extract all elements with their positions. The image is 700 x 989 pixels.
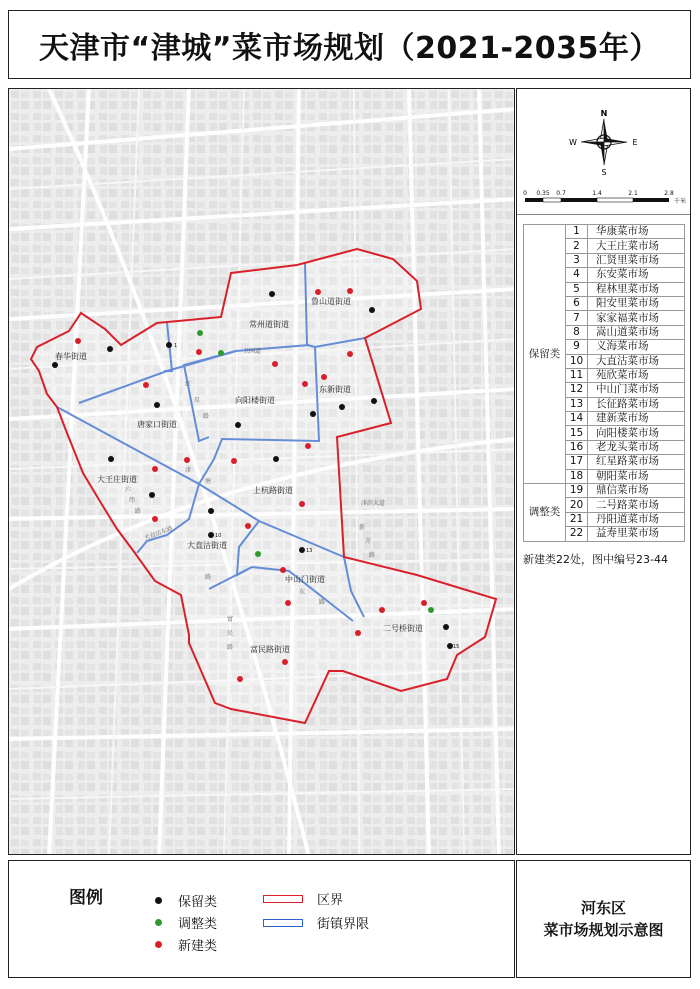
map-caption (516, 860, 691, 978)
market-row (524, 225, 685, 239)
market-number: 12 (566, 383, 588, 397)
street-label: 大直沽街道 (187, 541, 227, 550)
market-category: 调整类 (524, 484, 566, 542)
market-name: 鼎信菜市场 (588, 484, 685, 498)
market-name: 汇贤里菜市场 (588, 253, 685, 267)
dot-number: 1 (174, 343, 178, 349)
new-market-dot[interactable] (347, 288, 353, 294)
market-number: 18 (566, 469, 588, 483)
street-label: 春华街道 (55, 352, 87, 361)
market-number: 4 (566, 268, 588, 282)
retain-market-dot[interactable] (149, 492, 155, 498)
blue-outline-icon (263, 919, 303, 927)
road-label: 新 (359, 524, 366, 531)
road-label: 星 (194, 397, 201, 404)
caption-subtitle: 菜市场规划示意图 (543, 921, 664, 939)
compass-n: N (600, 109, 608, 118)
dot-number: 10 (215, 533, 222, 539)
road-label: 东 (299, 589, 306, 596)
map-canvas[interactable] (9, 89, 515, 855)
adjust-market-dot[interactable] (428, 607, 434, 613)
legend-label: 调整类 (178, 917, 218, 932)
legend-label: 保留类 (178, 895, 218, 910)
road-label: 塘 (205, 478, 212, 485)
street-label: 二号桥街道 (383, 624, 423, 633)
market-name: 嵩山道菜市场 (588, 325, 685, 339)
market-number: 5 (566, 282, 588, 296)
scale-tick: 2.8 (664, 190, 674, 197)
retain-market-dot[interactable] (371, 398, 377, 404)
adjust-market-dot[interactable] (255, 551, 261, 557)
market-number: 15 (566, 426, 588, 440)
road-label: 路 (227, 644, 234, 651)
red-outline-icon (263, 895, 303, 903)
legend (8, 860, 515, 978)
legend-label: 街镇界限 (317, 917, 370, 932)
retain-market-dot[interactable] (52, 362, 58, 368)
retain-market-dot[interactable] (369, 307, 375, 313)
map-panel[interactable] (8, 88, 515, 855)
scale-tick: 2.1 (628, 190, 638, 197)
market-number: 9 (566, 340, 588, 354)
new-market-dot[interactable] (245, 523, 251, 529)
street-label: 中山门街道 (285, 575, 325, 584)
road-label: 路 (203, 413, 210, 420)
retain-market-dot[interactable] (443, 624, 449, 630)
retain-market-dot[interactable] (339, 404, 345, 410)
new-market-dot[interactable] (143, 382, 149, 388)
market-name: 老龙头菜市场 (588, 440, 685, 454)
legend-title: 图例 (69, 888, 103, 908)
street-label: 唐家口街道 (137, 420, 177, 429)
market-number: 13 (566, 397, 588, 411)
road-label: 卫国道 (243, 348, 262, 355)
retain-market-dot[interactable] (166, 342, 172, 348)
scale-tick: 0 (523, 190, 527, 197)
new-market-dot[interactable] (355, 630, 361, 636)
market-name: 建新菜市场 (588, 412, 685, 426)
new-market-dot[interactable] (421, 600, 427, 606)
new-market-dot[interactable] (302, 381, 308, 387)
market-name: 朝阳菜市场 (588, 469, 685, 483)
legend-item-street (263, 913, 369, 932)
market-name: 阳安里菜市场 (588, 296, 685, 310)
new-market-dot[interactable] (299, 501, 305, 507)
market-number: 19 (566, 484, 588, 498)
market-name: 家家福菜市场 (588, 311, 685, 325)
market-name: 向阳楼菜市场 (588, 426, 685, 440)
retain-market-dot[interactable] (107, 346, 113, 352)
legend-item-adjust (155, 913, 217, 932)
new-market-dot[interactable] (152, 466, 158, 472)
market-name: 中山门菜市场 (588, 383, 685, 397)
market-name: 二号路菜市场 (588, 498, 685, 512)
retain-market-dot[interactable] (269, 291, 275, 297)
retain-market-dot[interactable] (299, 547, 305, 553)
market-number: 10 (566, 354, 588, 368)
street-label: 富民路街道 (250, 645, 290, 654)
adjust-market-dot[interactable] (218, 350, 224, 356)
market-number: 21 (566, 512, 588, 526)
market-number: 17 (566, 455, 588, 469)
road-label: 路 (135, 508, 142, 515)
market-name: 东安菜市场 (588, 268, 685, 282)
road-label: 六 (125, 486, 132, 493)
compass-icon (569, 107, 639, 177)
new-market-dot[interactable] (315, 289, 321, 295)
new-market-dot[interactable] (237, 676, 243, 682)
scale-bar (523, 187, 686, 211)
market-number: 16 (566, 440, 588, 454)
street-label: 东新街道 (319, 385, 351, 394)
new-market-note: 新建类22处，图中编号23-44 (523, 553, 668, 566)
road-label: 路 (369, 552, 376, 559)
compass-e: E (632, 138, 638, 147)
market-row (524, 484, 685, 498)
street-label: 上杭路街道 (253, 486, 293, 495)
scale-unit: 千米 (674, 198, 686, 205)
legend-item-retain (155, 891, 217, 910)
retain-market-dot[interactable] (108, 456, 114, 462)
road-label: 津 (185, 467, 192, 474)
road-label: 民 (227, 630, 234, 637)
road-label: 开 (365, 538, 372, 545)
scale-tick: 0.7 (556, 190, 566, 197)
market-number: 11 (566, 368, 588, 382)
red-dot-icon (155, 941, 162, 948)
market-number: 14 (566, 412, 588, 426)
new-market-dot[interactable] (379, 607, 385, 613)
new-market-dot[interactable] (305, 443, 311, 449)
green-dot-icon (155, 919, 162, 926)
market-name: 华康菜市场 (588, 225, 685, 239)
market-number: 2 (566, 239, 588, 253)
road-label: 红 (185, 381, 192, 388)
market-number: 7 (566, 311, 588, 325)
market-name: 丹阳道菜市场 (588, 512, 685, 526)
new-market-dot[interactable] (231, 458, 237, 464)
road-label: 津滨大道 (361, 500, 386, 507)
dot-number: 13 (306, 548, 313, 554)
adjust-market-dot[interactable] (197, 330, 203, 336)
market-table (523, 224, 685, 542)
market-name: 义海菜市场 (588, 340, 685, 354)
market-name: 长征路菜市场 (588, 397, 685, 411)
scale-tick: 0.35 (536, 190, 550, 197)
street-label: 鲁山道街道 (311, 297, 351, 306)
north-arrow (569, 107, 639, 177)
market-number: 3 (566, 253, 588, 267)
market-number: 1 (566, 225, 588, 239)
retain-market-dot[interactable] (154, 402, 160, 408)
road-label: 富 (227, 616, 234, 623)
compass-w: W (569, 138, 577, 147)
street-label: 常州道街道 (249, 320, 289, 329)
new-market-dot[interactable] (152, 516, 158, 522)
market-number: 20 (566, 498, 588, 512)
new-market-dot[interactable] (272, 361, 278, 367)
market-name: 大直沽菜市场 (588, 354, 685, 368)
black-dot-icon (155, 897, 162, 904)
market-number: 22 (566, 527, 588, 541)
market-number: 6 (566, 296, 588, 310)
scale-tick: 1.4 (592, 190, 602, 197)
dot-number: 15 (453, 644, 460, 650)
market-number: 8 (566, 325, 588, 339)
street-label: 大王庄街道 (97, 475, 137, 484)
road-label: 路 (319, 599, 326, 606)
legend-label: 区界 (317, 893, 344, 908)
compass-s: S (601, 168, 607, 177)
new-market-dot[interactable] (280, 567, 286, 573)
legend-item-district (263, 889, 343, 908)
new-market-dot[interactable] (75, 338, 81, 344)
market-name: 程林里菜市场 (588, 282, 685, 296)
new-market-dot[interactable] (184, 457, 190, 463)
new-market-dot[interactable] (282, 659, 288, 665)
road-label: 大直沽东路 (143, 525, 174, 542)
road-label: 路 (205, 574, 212, 581)
side-panel (516, 88, 691, 855)
market-name: 苑欣菜市场 (588, 368, 685, 382)
market-name: 益寿里菜市场 (588, 527, 685, 541)
retain-market-dot[interactable] (208, 508, 214, 514)
new-market-dot[interactable] (347, 351, 353, 357)
new-market-dot[interactable] (285, 600, 291, 606)
side-divider (517, 214, 690, 215)
new-market-dot[interactable] (196, 349, 202, 355)
market-name: 大王庄菜市场 (588, 239, 685, 253)
retain-market-dot[interactable] (208, 532, 214, 538)
retain-market-dot[interactable] (310, 411, 316, 417)
road-label: 纬 (129, 497, 136, 504)
page-title: 天津市“津城”菜市场规划（2021-2035年） (39, 30, 660, 66)
caption-district: 河东区 (580, 899, 626, 917)
market-category: 保留类 (524, 225, 566, 484)
new-market-dot[interactable] (321, 374, 327, 380)
market-name: 红星路菜市场 (588, 455, 685, 469)
retain-market-dot[interactable] (273, 456, 279, 462)
title-box (8, 10, 691, 79)
legend-label: 新建类 (178, 939, 218, 954)
legend-item-new (155, 935, 217, 954)
street-label: 向阳楼街道 (235, 396, 275, 405)
retain-market-dot[interactable] (235, 422, 241, 428)
